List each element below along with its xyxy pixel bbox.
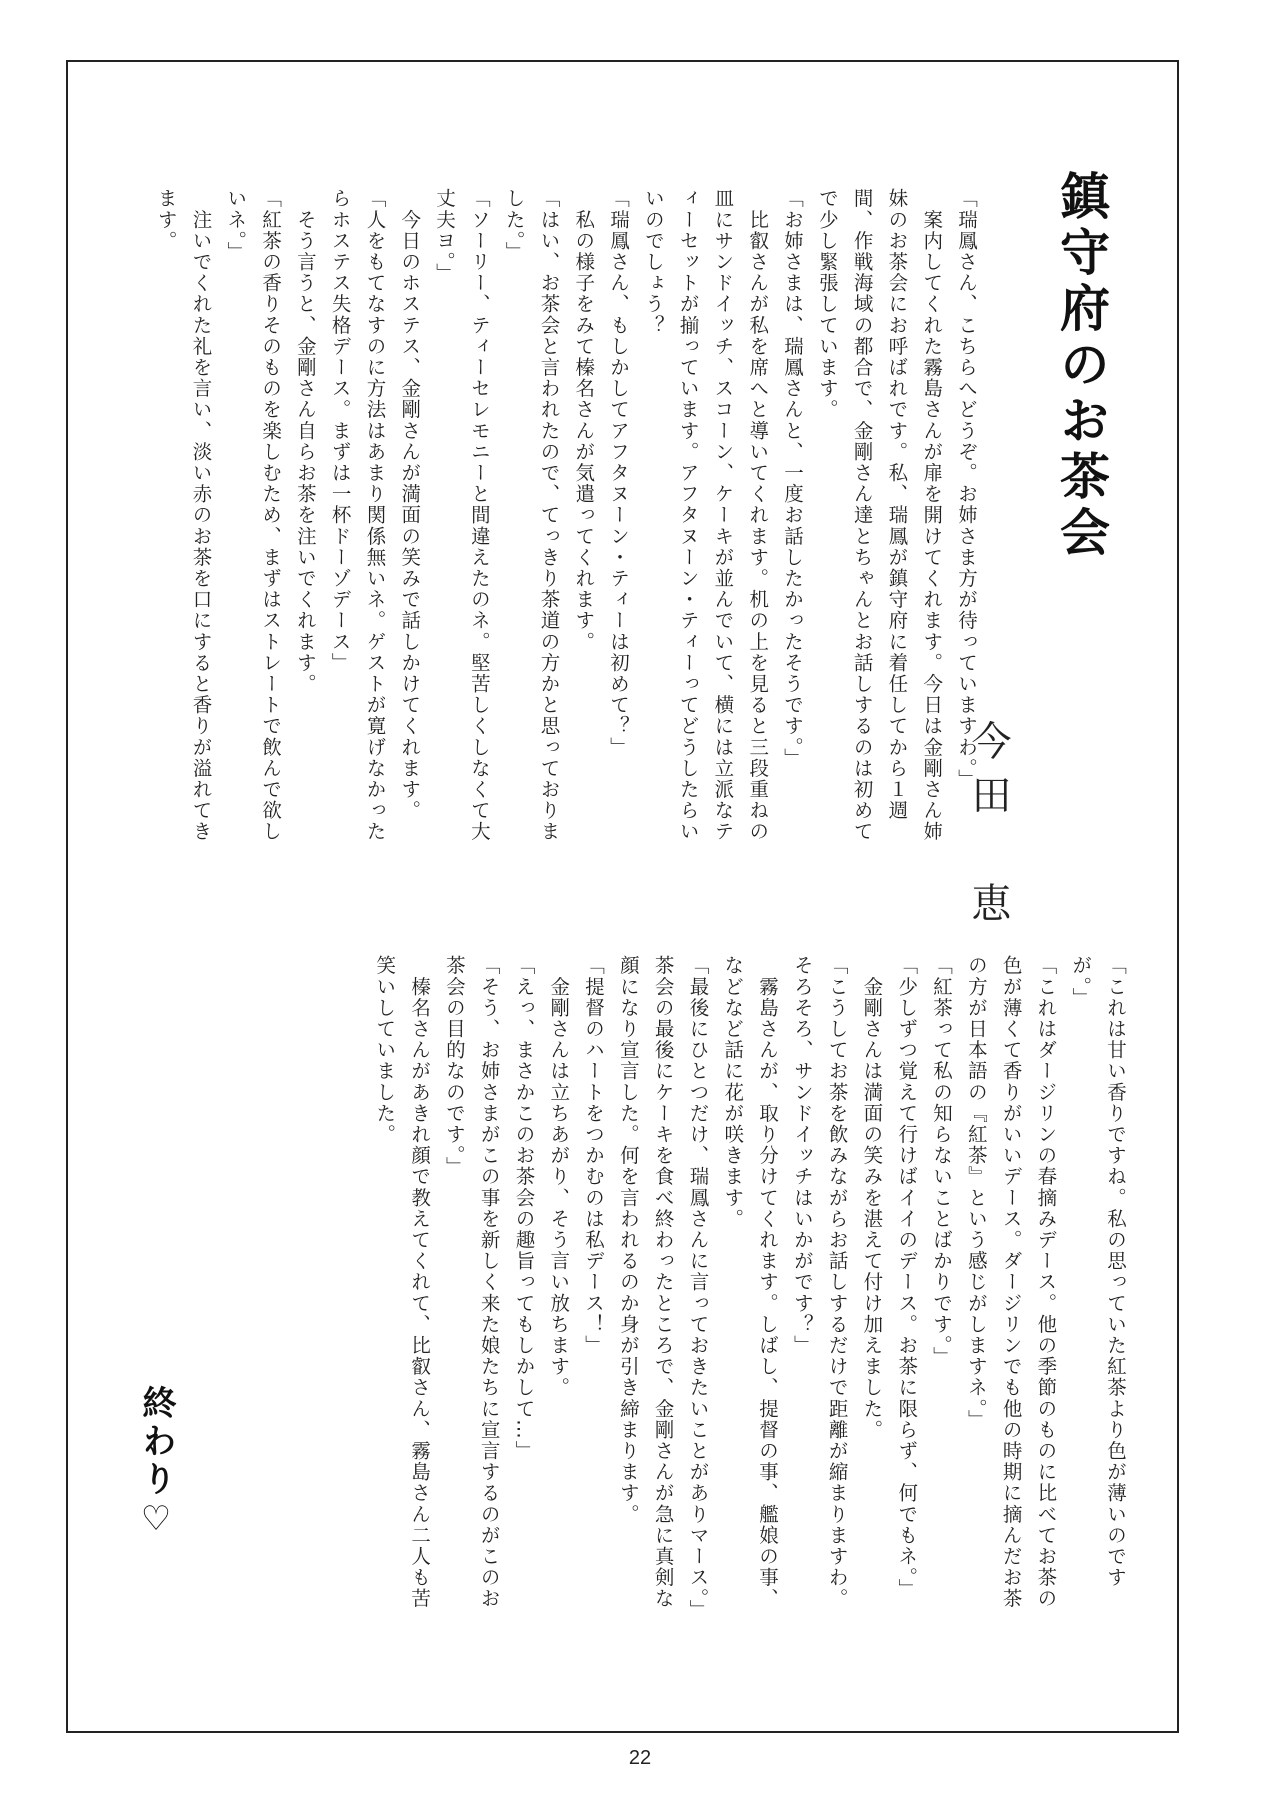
end-mark: 終わり♡: [136, 1385, 176, 1543]
paragraph: 「そう、お姉さまがこの事を新しく来た娘たちに宣言するのがこのお茶会の目的なのです。」: [442, 955, 501, 1610]
paragraph: 案内してくれた霧島さんが扉を開けてくれます。今日は金剛さん姉妹のお茶会にお呼ばれです。私、瑞鳳が鎮守府に着任してから１週間、作戦海域の都合で、金剛さん達とちゃんとお話しするのは初めてで少し緊張しています。: [815, 188, 944, 843]
paragraph: 霧島さんが、取り分けてくれます。しばし、提督の事、艦娘の事、などなど話に花が咲きます。: [721, 955, 780, 1610]
paragraph: 榛名さんがあきれ顔で教えてくれて、比叡さん、霧島さん二人も苦笑いしていました。: [373, 955, 432, 1610]
paragraph: 「これはダージリンの春摘みデース。他の季節のものに比べてお茶の色が薄くて香りがいいデース。ダージリンでも他の時期に摘んだお茶の方が日本語の『紅茶』という感じがしますネ。」: [964, 955, 1058, 1610]
paragraph: 金剛さんは立ちあがり、そう言い放ちます。: [547, 955, 571, 1399]
paragraph: 「瑞鳳さん、もしかしてアフタヌーン・ティーは初めて？」: [607, 188, 631, 758]
author-name: 今田 恵: [965, 720, 1011, 936]
paragraph: 「えっ、まさかこのお茶会の趣旨ってもしかして…」: [512, 955, 536, 1462]
paragraph: そう言うと、金剛さん自らお茶を注いでくれます。: [293, 188, 317, 695]
paragraph: 私の様子をみて榛名さんが気遣ってくれます。: [572, 188, 596, 653]
paragraph: 「お姉さまは、瑞鳳さんと、一度お話したかったそうです。」: [781, 188, 805, 770]
paragraph: 比叡さんが私を席へと導いてくれます。机の上を見ると三段重ねの皿にサンドイッチ、スコーン、ケーキが並んでいて、横には立派なティーセットが揃っています。アフタヌーン・ティーってどうしたらいいのでしょう？: [641, 188, 770, 843]
text-block-lower: [197, 955, 1132, 1620]
paragraph: 「少しずつ覚えて行けばイイのデース。お茶に限らず、何でもネ。」: [895, 955, 919, 1600]
paragraph: 「提督のハートをつかむのは私デース！」: [582, 955, 606, 1356]
paragraph: 「最後にひとつだけ、瑞鳳さんに言っておきたいことがありマース。」茶会の最後にケーキを食べ終わったところで、金剛さんが急に真剣な顔になり宣言した。何を言われるのか身が引き締まります。: [616, 955, 710, 1611]
paragraph: 「こうしてお茶を飲みながらお話しするだけで距離が縮まりますわ。そろそろ、サンドイッチはいかがです？」: [790, 955, 849, 1610]
paragraph: 「瑞鳳さん、こちらへどうぞ。お姉さま方が待っていますわ。」: [955, 188, 978, 791]
paragraph: 「紅茶の香りそのものを楽しむため、まずはストレートで飲んで欲しいネ。」: [224, 188, 283, 843]
paragraph: 「紅茶って私の知らないことばかりです。」: [930, 955, 954, 1368]
paragraph: 「はい、お茶会と言われたので、てっきり茶道の方かと思っておりました。」: [502, 188, 561, 843]
paragraph: 「ソーリー、ティーセレモニーと間違えたのネ。堅苦しくしなくて大丈夫ヨ。」: [433, 188, 491, 843]
paragraph: 注いでくれた礼を言い、淡い赤のお茶を口にすると香りが溢れてきます。: [154, 188, 213, 843]
page-number: 22: [628, 1747, 652, 1769]
story-title: 鎮守府のお茶会: [1052, 170, 1110, 562]
paragraph: 「人をもてなすのに方法はあまり関係無いネ。ゲストが寛げなかったらホステス失格デース。まずは一杯ドーゾデース」: [328, 188, 387, 843]
text-block-upper: [154, 188, 983, 853]
paragraph: 金剛さんは満面の笑みを湛えて付け加えました。: [860, 955, 884, 1441]
paragraph: 「これは甘い香りですね。私の思っていた紅茶より色が薄いのですが。」: [1069, 955, 1127, 1588]
paragraph: 今日のホステス、金剛さんが満面の笑みで話しかけてくれます。: [398, 188, 422, 821]
